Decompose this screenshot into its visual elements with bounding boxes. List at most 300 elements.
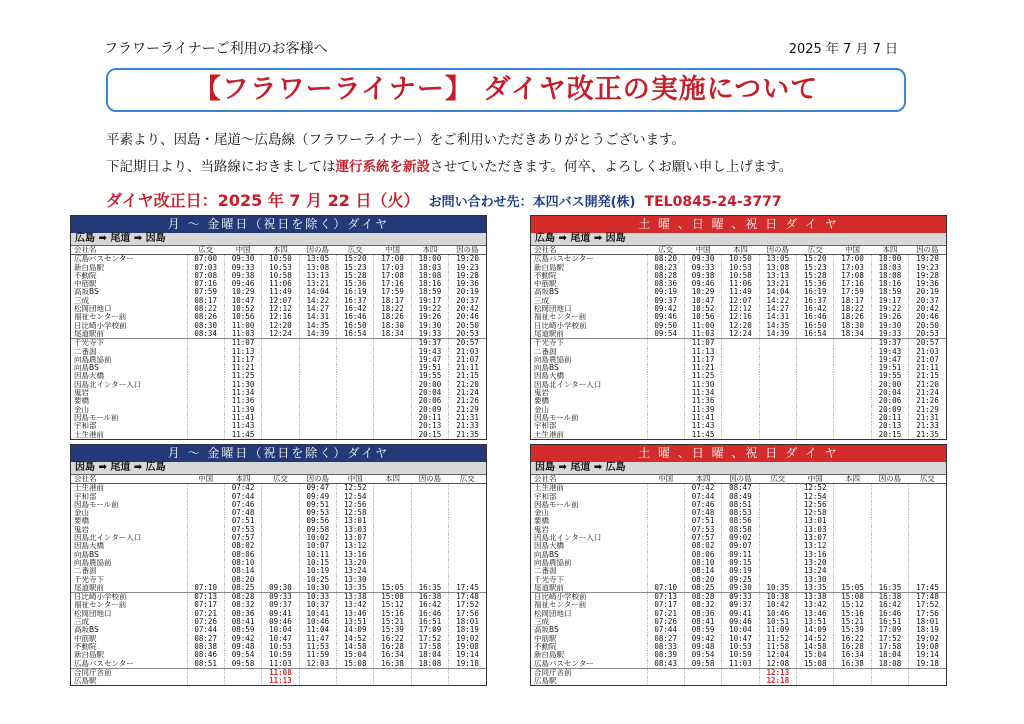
table-row [71,356,486,364]
departure-time: 18:16 [411,280,448,288]
departure-time: 08:56 [722,517,759,525]
departure-time: 07:44 [684,493,721,501]
departure-time [449,542,486,550]
departure-time [759,551,796,559]
departure-time: 09:25 [722,576,759,584]
table-row [71,559,486,567]
departure-time [299,406,336,414]
column-header: 因の島 [449,246,486,255]
departure-time [187,431,224,439]
departure-time [834,364,871,372]
departure-time [759,414,796,422]
departure-time [262,414,299,422]
departure-time: 14:58 [797,643,834,651]
departure-time: 20:42 [909,305,946,313]
departure-time: 13:42 [337,601,374,609]
departure-time [187,422,224,430]
departure-time [187,576,224,584]
departure-time [262,397,299,405]
departure-time: 07:17 [647,601,684,609]
column-header: 中国 [187,475,224,484]
table-row [531,551,946,559]
stop-name: 鬼岩 [534,525,549,534]
column-header: 本四 [374,475,411,484]
departure-time: 11:53 [299,643,336,651]
stop-name: 中筋駅 [74,634,97,643]
departure-time: 16:28 [834,643,871,651]
departure-time: 19:36 [449,280,486,288]
departure-time: 21:20 [449,381,486,389]
stop-name: 松岡団地口 [74,609,112,618]
departure-time: 19:33 [871,330,908,339]
stop-name: 日比崎小学校前 [534,592,587,602]
departure-time [299,339,336,348]
stop-name: 要橋 [74,517,89,526]
departure-time: 09:41 [722,610,759,618]
departure-time: 18:59 [411,288,448,296]
table-row [531,610,946,618]
departure-time: 07:10 [187,584,224,593]
contact-tel: TEL0845-24-3777 [644,194,782,210]
departure-time: 11:07 [684,339,721,348]
departure-time [759,576,796,584]
table-row [71,501,486,509]
departure-time [374,534,411,542]
column-header: 広交 [262,475,299,484]
departure-time: 10:50 [722,255,759,264]
stop-name: 宇和部 [74,492,97,501]
departure-time: 15:08 [834,593,871,602]
table-row [71,288,486,296]
departure-time [262,406,299,414]
stop-name: 二番潟 [534,347,557,356]
departure-time [262,372,299,380]
departure-time [647,668,684,677]
departure-time [299,397,336,405]
departure-time [797,668,834,677]
stop-name: 因島北インター入口 [534,534,602,543]
panel-title: 土 曜 、日 曜 、祝 日 ダ イ ヤ [531,216,946,233]
departure-time: 18:19 [909,626,946,634]
departure-time: 09:58 [684,660,721,669]
departure-time [834,526,871,534]
departure-time: 18:03 [411,264,448,272]
departure-time [262,576,299,584]
table-row [71,330,486,339]
table-row [71,509,486,517]
table-row [531,272,946,280]
departure-time [909,576,946,584]
departure-time [449,534,486,542]
departure-time [411,534,448,542]
departure-time: 09:58 [224,660,261,669]
column-header: 広交 [187,246,224,255]
departure-time: 12:54 [337,493,374,501]
stop-name: 千光寺下 [74,575,104,584]
departure-time: 08:10 [684,559,721,567]
departure-time: 07:08 [187,272,224,280]
departure-time: 20:06 [871,397,908,405]
departure-time [834,509,871,517]
departure-time [337,414,374,422]
table-row [71,414,486,422]
departure-time [759,356,796,364]
table-row [531,677,946,685]
departure-time [299,381,336,389]
departure-time: 11:03 [684,330,721,339]
departure-time: 14:09 [797,626,834,634]
departure-time [647,381,684,389]
departure-time [834,422,871,430]
departure-time [299,677,336,685]
column-header: 中国 [374,246,411,255]
stop-name: 宇和部 [74,422,97,431]
departure-time: 09:07 [722,542,759,550]
departure-time [647,501,684,509]
departure-time [722,406,759,414]
table-row [71,364,486,372]
stop-name: 向島BS [534,550,559,559]
departure-time [374,677,411,685]
departure-time [834,668,871,677]
departure-time: 07:57 [224,534,261,542]
departure-time [374,559,411,567]
departure-time [834,397,871,405]
departure-time: 09:46 [224,280,261,288]
departure-time: 21:03 [909,348,946,356]
departure-time: 19:37 [411,339,448,348]
departure-time: 19:37 [871,339,908,348]
departure-time [337,348,374,356]
stop-name: 高坂BS [534,288,559,297]
departure-time [337,668,374,677]
departure-time [374,422,411,430]
departure-time: 11:03 [262,660,299,669]
table-row [71,526,486,534]
departure-time [374,348,411,356]
departure-time: 12:08 [759,660,796,669]
departure-time: 20:00 [871,381,908,389]
departure-time [224,668,261,677]
departure-time: 10:58 [722,272,759,280]
departure-time [797,389,834,397]
departure-time [759,493,796,501]
stop-name: 金山 [74,509,89,518]
departure-time: 14:04 [299,288,336,296]
departure-time: 16:19 [797,288,834,296]
departure-time: 19:30 [411,322,448,330]
departure-time: 08:41 [224,618,261,626]
departure-time: 09:42 [224,635,261,643]
departure-time: 13:21 [759,280,796,288]
departure-time [909,668,946,677]
departure-time: 10:47 [262,635,299,643]
departure-time [797,348,834,356]
departure-time: 19:47 [411,356,448,364]
departure-time: 15:28 [337,272,374,280]
departure-time: 20:15 [411,431,448,439]
departure-time [797,414,834,422]
table-row [531,414,946,422]
departure-time: 07:44 [187,626,224,634]
departure-time [834,389,871,397]
departure-time: 19:23 [909,264,946,272]
column-header: 広交 [647,246,684,255]
departure-time: 12:20 [722,322,759,330]
departure-time [797,372,834,380]
departure-time: 18:17 [374,297,411,305]
stop-name: 向島農協前 [74,558,112,567]
departure-time: 14:22 [759,297,796,305]
departure-time: 14:39 [299,330,336,339]
table-row [531,534,946,542]
departure-time [871,534,908,542]
stop-name: 宇和部 [534,492,557,501]
departure-time: 09:46 [262,618,299,626]
departure-time: 09:33 [684,264,721,272]
departure-time [759,517,796,525]
departure-time: 19:08 [449,643,486,651]
table-row [531,364,946,372]
stop-name: 福祉センター前 [74,601,127,610]
table-row [531,313,946,321]
departure-time: 19:23 [449,264,486,272]
departure-time [187,551,224,559]
departure-time: 08:25 [224,584,261,593]
departure-time: 10:47 [722,635,759,643]
departure-time: 13:51 [337,618,374,626]
table-row [71,660,486,669]
intro-emphasis: 運行系統を新設 [335,159,430,175]
departure-time: 08:46 [187,651,224,659]
departure-time: 16:42 [337,305,374,313]
departure-time: 09:30 [224,255,261,264]
departure-time [337,356,374,364]
departure-time: 09:11 [722,551,759,559]
departure-time: 07:44 [647,626,684,634]
departure-time: 21:11 [449,364,486,372]
departure-time: 10:53 [722,264,759,272]
departure-time: 16:54 [797,330,834,339]
departure-time: 20:50 [909,322,946,330]
departure-time: 12:24 [722,330,759,339]
table-row [531,593,946,602]
departure-time [374,389,411,397]
departure-time [647,517,684,525]
intro-text-c: させていただきます。何卒、よろしくお願い申し上げます。 [430,159,793,175]
departure-time: 13:07 [797,534,834,542]
departure-time: 07:13 [647,593,684,602]
departure-time: 07:03 [187,264,224,272]
departure-time: 15:16 [834,610,871,618]
departure-time: 08:59 [684,626,721,634]
departure-time [834,517,871,525]
departure-time: 13:07 [337,534,374,542]
departure-time: 16:38 [871,593,908,602]
stop-name: 不動院 [534,642,557,651]
departure-time: 09:54 [224,651,261,659]
table-row [531,431,946,439]
departure-time: 13:30 [797,576,834,584]
panel-title: 月 ～ 金曜日（祝日を除く）ダイヤ [71,216,486,233]
departure-time: 10:07 [299,542,336,550]
departure-time: 20:37 [449,297,486,305]
departure-time: 11:21 [684,364,721,372]
departure-time: 16:50 [797,322,834,330]
departure-time [411,509,448,517]
departure-time [374,356,411,364]
departure-time [374,526,411,534]
departure-time: 07:51 [684,517,721,525]
departure-time: 11:34 [684,389,721,397]
departure-time: 18:00 [871,255,908,264]
departure-time [411,559,448,567]
table-row [531,356,946,364]
panel-route: 因島 ➡ 尾道 ➡ 広島 [531,462,946,475]
departure-time [647,356,684,364]
departure-time: 20:11 [871,414,908,422]
departure-time [871,542,908,550]
departure-time: 11:41 [224,414,261,422]
departure-time [834,677,871,685]
table-row [71,339,486,348]
departure-time: 12:12 [262,305,299,313]
departure-time: 13:38 [797,593,834,602]
departure-time: 08:58 [722,526,759,534]
column-header: 中国 [684,246,721,255]
departure-time: 15:39 [834,626,871,634]
departure-time [187,372,224,380]
departure-time [374,364,411,372]
stop-name: 因島北インター入口 [534,380,602,389]
departure-time [871,517,908,525]
departure-time: 13:24 [337,567,374,575]
departure-time [909,542,946,550]
departure-time: 12:52 [797,484,834,493]
departure-time: 10:53 [262,264,299,272]
departure-time [337,677,374,685]
departure-time [834,356,871,364]
departure-time: 08:59 [224,626,261,634]
departure-time: 08:10 [224,559,261,567]
column-header: 因の島 [722,475,759,484]
departure-time: 09:48 [684,643,721,651]
table-row [531,255,946,264]
departure-time: 11:30 [684,381,721,389]
table-row [531,264,946,272]
departure-time [759,406,796,414]
departure-time [722,397,759,405]
departure-time: 08:43 [647,660,684,669]
departure-time [834,551,871,559]
departure-time: 19:43 [871,348,908,356]
departure-time [187,517,224,525]
departure-time: 20:11 [411,414,448,422]
departure-time: 08:51 [187,660,224,669]
departure-time: 08:06 [684,551,721,559]
timetable [531,246,946,439]
table-row [71,517,486,525]
departure-time: 08:33 [647,643,684,651]
departure-time: 17:59 [374,288,411,296]
table-row [531,559,946,567]
departure-time: 10:47 [224,297,261,305]
column-header: 広交 [449,475,486,484]
departure-time: 12:56 [797,501,834,509]
departure-time: 08:14 [684,567,721,575]
table-row [531,576,946,584]
departure-time [684,677,721,685]
departure-time: 11:21 [224,364,261,372]
stop-name: 要橋 [534,517,549,526]
departure-time: 16:51 [411,618,448,626]
departure-time: 14:31 [759,313,796,321]
departure-time: 14:04 [759,288,796,296]
departure-time: 09:41 [262,610,299,618]
departure-time: 20:53 [909,330,946,339]
departure-time: 18:19 [449,626,486,634]
departure-time [337,364,374,372]
departure-time [909,559,946,567]
departure-time: 08:36 [647,280,684,288]
stop-name: 広島バスセンター [531,660,647,669]
stop-name: 金山 [534,405,549,414]
departure-time: 12:07 [262,297,299,305]
departure-time [262,484,299,493]
departure-time [187,677,224,685]
departure-time [647,348,684,356]
intro-line-2 [106,155,792,175]
departure-time: 15:08 [374,593,411,602]
departure-time [299,414,336,422]
departure-time [449,526,486,534]
departure-time: 13:12 [337,542,374,550]
departure-time [411,542,448,550]
departure-time: 13:46 [797,610,834,618]
departure-time: 15:05 [834,584,871,593]
departure-time: 08:27 [647,635,684,643]
departure-time [337,372,374,380]
departure-time: 21:26 [909,397,946,405]
departure-time: 10:15 [299,559,336,567]
departure-time: 17:09 [871,626,908,634]
timetable [531,475,946,685]
stop-name: 高坂BS [534,626,559,635]
departure-time [374,542,411,550]
table-row [531,668,946,677]
departure-time: 20:57 [909,339,946,348]
panel-route: 広島 ➡ 尾道 ➡ 因島 [531,233,946,246]
departure-time: 18:34 [834,330,871,339]
table-row [531,601,946,609]
departure-time [374,501,411,509]
intro-line-1: 平素より、因島・尾道～広島線（フラワーライナー）をご利用いただきありがとうございます。 [106,132,686,148]
departure-time [759,339,796,348]
departure-time: 10:35 [759,584,796,593]
departure-time: 16:34 [374,651,411,659]
departure-time [187,356,224,364]
table-row [531,348,946,356]
table-row [71,397,486,405]
table-row [71,372,486,380]
departure-time [449,551,486,559]
table-row [71,255,486,264]
departure-time: 09:50 [647,322,684,330]
departure-time: 07:26 [187,618,224,626]
departure-time [187,534,224,542]
stop-name: 松岡団地口 [534,305,572,314]
departure-time: 12:58 [797,509,834,517]
